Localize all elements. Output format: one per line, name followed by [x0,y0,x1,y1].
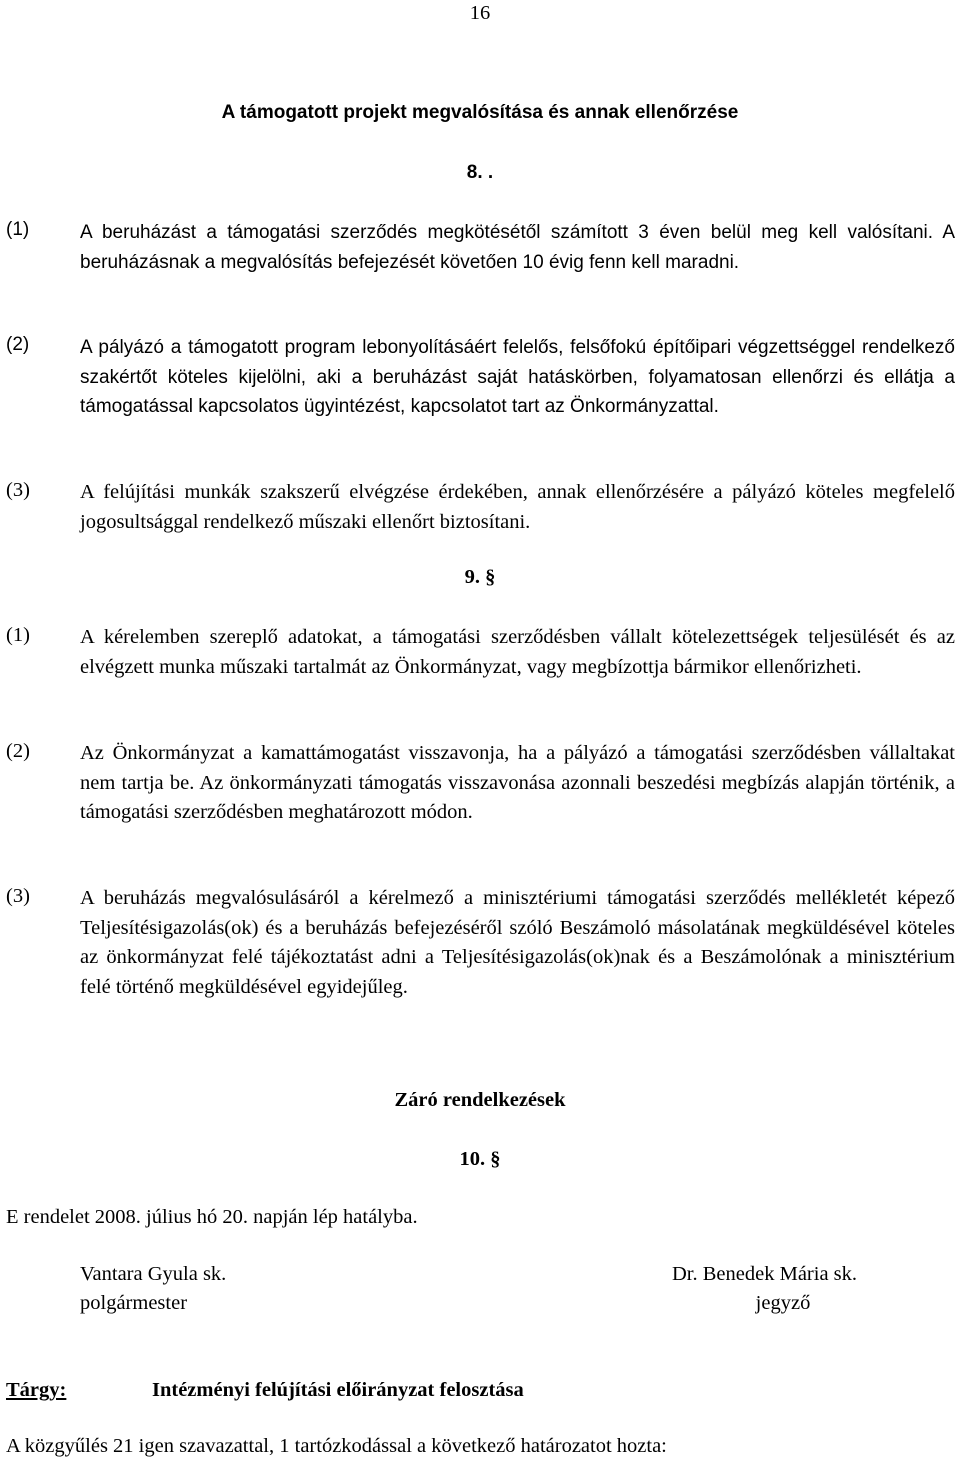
paragraph-text: A beruházást a támogatási szerződés megkötésétől számított 3 éven belül meg kell valósítani. A beruházásnak a megvalósítás befejezését követően 10 évig fenn kell maradni. [80,222,955,273]
paragraph-mark-10: 10. § [459,1148,501,1170]
paragraph-text: Az Önkormányzat a kamattámogatást visszavonja, ha a pályázó a támogatási szerződésben vállaltakat nem tartja be. Az önkormányzati támogatás visszavonása azonnali beszedési megbízás alapján történik, a támogatási szerződésben meghatározott módon. [80,742,955,823]
signature-mayor-title: polgármester [80,1292,188,1314]
paragraph-number: (3) [6,885,30,907]
resolution-text: A közgyűlés 21 igen szavazattal, 1 tartózkodással a következő határozatot hozta: [6,1435,667,1457]
signature-notary-title: jegyző [755,1292,811,1314]
paragraph-text: A pályázó a támogatott program lebonyolításáért felelős, felsőfokú építőipari végzettséggel rendelkező szakértőt köteles kijelölni, aki a beruházást saját hatáskörben, folyamatosan ellenőrzi és ellátja a támogatással kapcsolatos ügyintézést, kapcsolatot tart az Önkormányzattal. [80,337,955,417]
paragraph-text: A beruházás megvalósulásáról a kérelmező a minisztériumi támogatási szerződés mellékletét képező Teljesítésigazolás(ok) és a beruházás befejezéséről szóló Beszámoló másolatának megküldésével köteles az önkormányzat felé tájékoztatást adni a Teljesítésigazolás(ok)nak és a Beszámolónak a minisztérium felé történő megküldésével egyidejűleg. [80,887,955,998]
paragraph-number: (1) [6,624,30,646]
paragraph-mark-8: 8. . [466,162,494,183]
section-heading-project: A támogatott projekt megvalósítása és annak ellenőrzése [221,102,739,123]
subject-label: Tárgy: [6,1379,67,1401]
paragraph-text: A felújítási munkák szakszerű elvégzése érdekében, annak ellenőrzésére a pályázó köteles megfelelő jogosultsággal rendelkező műszaki ellenőrt biztosítani. [80,481,955,533]
paragraph-number: (2) [6,740,30,762]
signature-mayor-name: Vantara Gyula sk. [80,1263,227,1285]
page-number: 16 [469,2,491,24]
effective-date-text: E rendelet 2008. július hó 20. napján lép hatályba. [6,1206,418,1228]
paragraph-number: (2) [6,334,30,355]
paragraph-mark-9: 9. § [464,566,496,588]
paragraph-number: (1) [6,219,30,240]
signature-notary-name: Dr. Benedek Mária sk. [672,1263,858,1285]
paragraph-number: (3) [6,479,30,501]
closing-heading: Záró rendelkezések [394,1089,566,1111]
paragraph-text: A kérelemben szereplő adatokat, a támogatási szerződésben vállalt kötelezettségek teljesülését és az elvégzett munka műszaki tartalmát az Önkormányzat, vagy megbízottja bármikor ellenőrizheti. [80,626,955,678]
subject-title: Intézményi felújítási előirányzat felosztása [152,1379,524,1401]
